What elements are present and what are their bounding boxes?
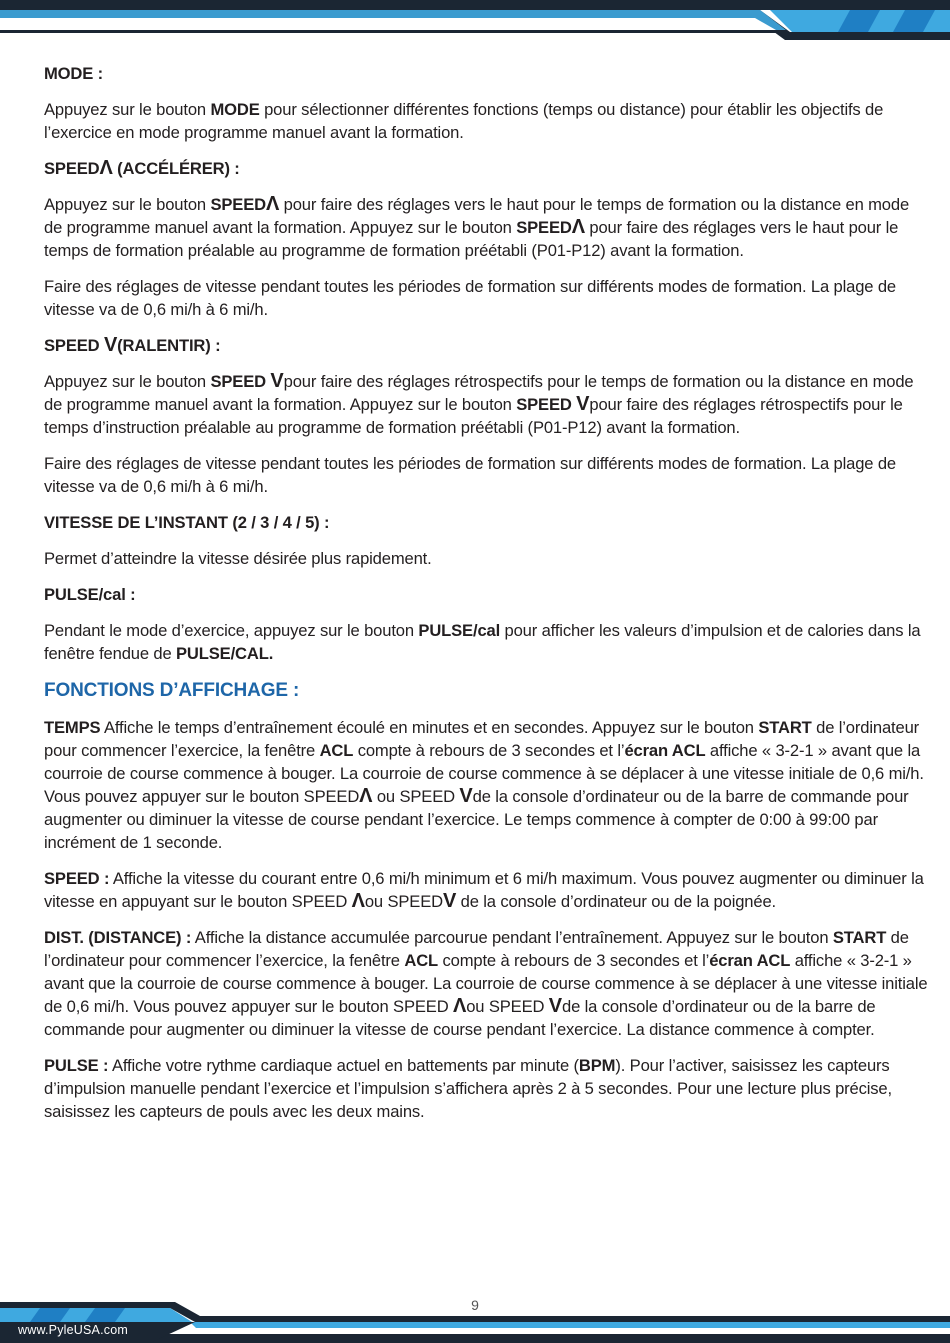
text-run: Affiche le temps d’entraînement écoulé en minutes et en secondes. Appuyez sur le bouton <box>100 718 759 737</box>
subheading <box>44 583 928 606</box>
text-run: ). Pour l’activer, saisissez les capteurs d’impulsion manuelle pendant l’exercice et l’impulsion s’affichera après 2 à 5 secondes. Pour une lecture plus précise, saisissez les capteurs de pouls avec les deux mains. <box>44 1056 892 1121</box>
bold-text: écran ACL <box>624 741 706 760</box>
text-run: compte à rebours de 3 secondes et l’ <box>353 741 625 760</box>
text-run: (RALENTIR) : <box>117 336 221 355</box>
text-run: pour faire des réglages vers le haut pour le temps de formation préalable au programme de formation préétabli (P01-P12) avant la formation. <box>44 218 899 260</box>
text-run: MODE : <box>44 64 104 83</box>
speed-down-arrow-icon: V <box>459 785 473 807</box>
text-run: (ACCÉLÉRER) : <box>112 159 240 178</box>
speed-down-arrow-icon: V <box>548 995 562 1017</box>
text-run: de la console d’ordinateur ou de la barre de commande pour augmenter ou diminuer la vitesse de course pendant l’exercice. Le temps commence à compter de 0:00 à 99:00 par incrément de 1 seconde. <box>44 787 909 852</box>
speed-up-arrow-icon: Λ <box>99 157 113 179</box>
text-run: Appuyez sur le bouton <box>44 372 211 391</box>
text-run: pour faire des réglages rétrospectifs pour le temps d’instruction préalable au programme de formation préétabli (P01-P12) avant la formation. <box>44 395 903 437</box>
text-run: ou SPEED <box>466 997 549 1016</box>
paragraph <box>44 193 928 262</box>
bold-text: PULSE/cal <box>418 621 501 640</box>
text-run: Affiche la distance accumulée parcourue pendant l’entraînement. Appuyez sur le bouton <box>191 928 833 947</box>
bold-text: BPM <box>578 1056 616 1075</box>
paragraph <box>44 619 928 665</box>
speed-down-arrow-icon: V <box>442 890 457 912</box>
bold-text: ACL <box>319 741 354 760</box>
bold-text: TEMPS <box>44 718 101 737</box>
header-band <box>0 0 950 44</box>
paragraph <box>44 452 928 498</box>
text-run: VITESSE DE L’INSTANT (2 / 3 / 4 / 5) : <box>44 513 330 532</box>
bold-text: SPEED <box>210 372 271 391</box>
text-run: affiche « 3-2-1 » avant que la courroie de course commence à bouger. La courroie de course commence à se déplacer à une vitesse initiale de 0,6 mi/h. Vous pouvez appuyer sur le bouton SPEED <box>44 741 924 806</box>
bold-text: SPEED : <box>44 869 110 888</box>
document-body <box>44 62 928 1136</box>
paragraph <box>44 275 928 321</box>
website-link[interactable]: www.PyleUSA.com <box>18 1323 128 1337</box>
subheading <box>44 62 928 85</box>
bold-text: SPEED <box>516 395 577 414</box>
paragraph <box>44 867 928 913</box>
text-run: Faire des réglages de vitesse pendant toutes les périodes de formation sur différents modes de formation. La plage de vitesse va de 0,6 mi/h à 6 mi/h. <box>44 277 896 319</box>
speed-up-arrow-icon: Λ <box>351 890 365 912</box>
text-run: PULSE/cal : <box>44 585 136 604</box>
text-run: de la console d’ordinateur ou de la barre de commande pour augmenter ou diminuer la vitesse de course pendant l’exercice. La distance commence à compter. <box>44 997 876 1039</box>
bold-text: écran ACL <box>709 951 791 970</box>
bold-text: DIST. (DISTANCE) : <box>44 928 192 947</box>
text-run: Appuyez sur le bouton <box>44 195 211 214</box>
bold-text: SPEED <box>210 195 266 214</box>
text-run: pour faire des réglages rétrospectifs pour le temps de formation ou la distance en mode de programme manuel avant la formation. Appuyez sur le bouton <box>44 372 914 414</box>
text-run: SPEED <box>44 336 104 355</box>
subheading <box>44 157 928 180</box>
bold-text: PULSE : <box>44 1056 109 1075</box>
text-run: Faire des réglages de vitesse pendant toutes les périodes de formation sur différents modes de formation. La plage de vitesse va de 0,6 mi/h à 6 mi/h. <box>44 454 896 496</box>
speed-down-arrow-icon: V <box>270 370 284 392</box>
paragraph <box>44 98 928 144</box>
text-run: Permet d’atteindre la vitesse désirée plus rapidement. <box>44 549 432 568</box>
paragraph <box>44 370 928 439</box>
bold-text: START <box>758 718 812 737</box>
text-run: Appuyez sur le bouton <box>44 100 211 119</box>
text-run: SPEED <box>44 159 100 178</box>
page-number: 9 <box>471 1297 479 1313</box>
paragraph <box>44 1054 928 1123</box>
text-run: pour faire des réglages vers le haut pour le temps de formation ou la distance en mode de programme manuel avant la formation. Appuyez sur le bouton <box>44 195 910 237</box>
text-run: de l’ordinateur pour commencer l’exercice, la fenêtre <box>44 928 909 970</box>
text-run: de la console d’ordinateur ou de la poignée. <box>456 892 777 911</box>
speed-up-arrow-icon: Λ <box>265 193 280 215</box>
paragraph <box>44 716 928 854</box>
paragraph <box>44 547 928 570</box>
text-run: pour sélectionner différentes fonctions (temps ou distance) pour établir les objectifs de l’exercice en mode programme manuel avant la formation. <box>44 100 884 142</box>
bold-text: PULSE/CAL. <box>176 644 274 663</box>
text-run: ou SPEED <box>364 892 443 911</box>
speed-up-arrow-icon: Λ <box>453 995 467 1017</box>
bold-text: START <box>832 928 887 947</box>
text-run: pour afficher les valeurs d’impulsion et de calories dans la fenêtre fendue de <box>44 621 921 663</box>
bold-text: MODE <box>210 100 260 119</box>
text-run: FONCTIONS D’AFFICHAGE : <box>44 680 300 701</box>
text-run: Affiche la vitesse du courant entre 0,6 mi/h minimum et 6 mi/h maximum. Vous pouvez augmenter ou diminuer la vitesse en appuyant sur le bouton SPEED <box>44 869 924 911</box>
subheading <box>44 334 928 357</box>
text-run: compte à rebours de 3 secondes et l’ <box>438 951 710 970</box>
paragraph <box>44 926 928 1041</box>
section-title <box>44 678 928 704</box>
speed-down-arrow-icon: V <box>103 334 118 356</box>
speed-up-arrow-icon: Λ <box>571 216 585 238</box>
speed-down-arrow-icon: V <box>576 393 590 415</box>
bold-text: ACL <box>404 951 439 970</box>
subheading <box>44 511 928 534</box>
text-run: Pendant le mode d’exercice, appuyez sur le bouton <box>44 621 419 640</box>
text-run: ou SPEED <box>372 787 460 806</box>
bold-text: SPEED <box>516 218 572 237</box>
text-run: Affiche votre rythme cardiaque actuel en battements par minute ( <box>108 1056 579 1075</box>
text-run: de l’ordinateur pour commencer l’exercice, la fenêtre <box>44 718 920 760</box>
speed-up-arrow-icon: Λ <box>359 785 373 807</box>
text-run: affiche « 3-2-1 » avant que la courroie de course commence à bouger. La courroie de course commence à se déplacer à une vitesse initiale de 0,6 mi/h. Vous pouvez appuyer sur le bouton SPEED <box>44 951 928 1016</box>
